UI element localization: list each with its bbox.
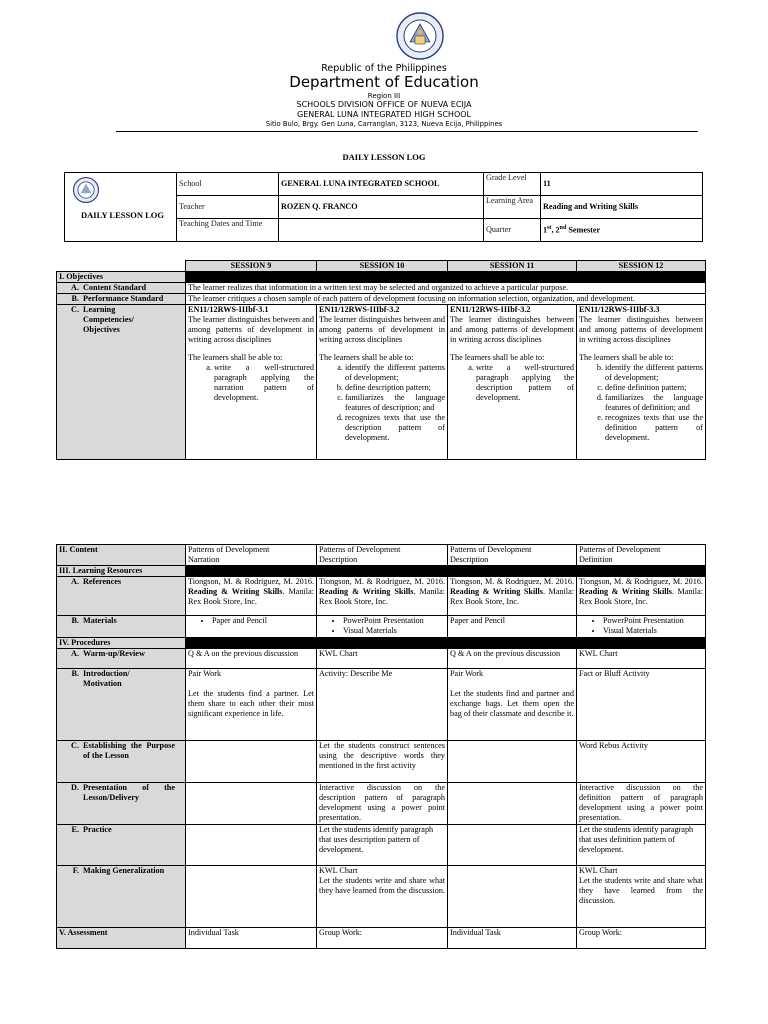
content-standard-label: A. Content Standard — [57, 283, 186, 294]
grade-label: Grade Level — [484, 173, 541, 196]
content-section: II. Content — [57, 545, 186, 566]
content-cell: Patterns of Development Definition — [577, 545, 706, 566]
session-12-header: SESSION 12 — [577, 261, 706, 272]
procedure-cell — [186, 825, 317, 866]
procedure-cell: Let the students identify paragraph that uses definition pattern of development. — [577, 825, 706, 866]
division-line: SCHOOLS DIVISION OFFICE OF NUEVA ECIJA — [296, 100, 472, 109]
assessment-cell: Individual Task — [186, 928, 317, 949]
address-line: Sitio Bulo, Brgy. Gen Luna, Carranglan, 3123, Nueva Ecija, Philippines — [265, 120, 503, 128]
warmup-label: A. Warm-up/Review — [57, 649, 186, 669]
session-10-header: SESSION 10 — [317, 261, 448, 272]
procedures-table — [56, 544, 706, 949]
content-standard-text: The learner realizes that information in a written text may be selected and organized to achieve a particular purpose. — [186, 283, 706, 294]
procedure-cell: Q & A on the previous discussion — [186, 649, 317, 669]
document-title: DAILY LESSON LOG — [342, 152, 426, 162]
content-cell: Patterns of Development Description — [317, 545, 448, 566]
deped-seal-icon — [396, 12, 444, 60]
reference-cell: Tiongson, M. & Rodriguez, M. 2016. Reading & Writing Skills. Manila: Rex Book Store, Inc. — [186, 577, 317, 616]
blank-head-cell — [57, 261, 186, 272]
teacher-label: Teacher — [177, 196, 279, 219]
reference-cell: Tiongson, M. & Rodriguez, M. 2016. Reading & Writing Skills. Manila: Rex Book Store, Inc. — [448, 577, 577, 616]
procedure-cell: Word Rebus Activity — [577, 741, 706, 783]
references-label: A. References — [57, 577, 186, 616]
session-11-header: SESSION 11 — [448, 261, 577, 272]
objectives-table — [56, 260, 706, 460]
practice-label: E. Practice — [57, 825, 186, 866]
procedure-cell — [186, 783, 317, 825]
generalization-label: F. Making Generalization — [57, 866, 186, 928]
session-9-header: SESSION 9 — [186, 261, 317, 272]
section-bar — [186, 638, 706, 649]
competencies-label: C. Learning Competencies/ Objectives — [57, 305, 186, 460]
section-bar — [186, 566, 706, 577]
procedure-cell: Pair Work Let the students find and partner and exchange bags. Let them open the bag of their classmate and describe it. — [448, 669, 577, 741]
section-bar — [186, 272, 706, 283]
presentation-label: D. Presentation of the Lesson/Delivery — [57, 783, 186, 825]
objectives-section: I. Objectives — [57, 272, 186, 283]
procedure-cell: Q & A on the previous discussion — [448, 649, 577, 669]
deped-seal-small-icon — [73, 177, 99, 203]
procedures-section: IV. Procedures — [57, 638, 186, 649]
procedure-cell: KWL Chart Let the students write and share what they have learned from the discussion. — [317, 866, 448, 928]
school-line: GENERAL LUNA INTEGRATED HIGH SCHOOL — [297, 110, 471, 119]
materials-cell: • PowerPoint Presentation • Visual Materials — [577, 616, 706, 638]
assessment-cell: Group Work: — [577, 928, 706, 949]
school-value: GENERAL LUNA INTEGRATED SCHOOL — [279, 173, 484, 196]
learning-area-label: Learning Area — [484, 196, 541, 219]
procedure-cell: KWL Chart Let the students write and share what they have learned from the discussion. — [577, 866, 706, 928]
quarter-label: Quarter — [484, 219, 541, 242]
procedure-cell: Pair Work Let the students find a partner. Let them share to each other their most significant experience in life. — [186, 669, 317, 741]
content-cell: Patterns of Development Narration — [186, 545, 317, 566]
republic-line: Republic of the Philippines — [321, 63, 447, 74]
school-label: School — [177, 173, 279, 196]
assessment-cell: Group Work: — [317, 928, 448, 949]
learning-area-value: Reading and Writing Skills — [541, 196, 703, 219]
materials-cell: • Paper and Pencil — [186, 616, 317, 638]
competency-cell: EN11/12RWS-IIIbf-3.2 The learner distinguishes between and among patterns of development in writing across disciplines The learners shall be able to: a. identify the different patterns of development; b. define description pattern; c. familiarizes the language features of description; and d. recognizes texts that use the description pattern of development. — [317, 305, 448, 460]
procedure-cell: Interactive discussion on the description pattern of paragraph development using a power point presentation. — [317, 783, 448, 825]
procedure-cell — [448, 825, 577, 866]
assessment-section: V. Assessment — [57, 928, 186, 949]
dll-label: DAILY LESSON LOG — [81, 210, 164, 220]
reference-cell: Tiongson, M. & Rodriguez, M. 2016. Reading & Writing Skills. Manila: Rex Book Store, Inc. — [317, 577, 448, 616]
grade-value: 11 — [541, 173, 703, 196]
procedure-cell — [186, 741, 317, 783]
resources-section: III. Learning Resources — [57, 566, 186, 577]
procedure-cell — [186, 866, 317, 928]
materials-cell: • PowerPoint Presentation • Visual Materials — [317, 616, 448, 638]
competency-cell: EN11/12RWS-IIIbf-3.3 The learner distinguishes between and among patterns of development in writing across disciplines The learners shall be able to: b. identify the different patterns of development; c. define definition pattern; d. familiarizes the language features of definition; and e. recognizes texts that use the definition pattern of development. — [577, 305, 706, 460]
performance-standard-text: The learner critiques a chosen sample of each pattern of development focusing on information selection, organization, and development. — [186, 294, 706, 305]
dates-label: Teaching Dates and Time — [177, 219, 279, 242]
procedure-cell — [448, 741, 577, 783]
competency-cell: EN11/12RWS-IIIbf-3.2 The learner distinguishes between and among patterns of development in writing across disciplines The learners shall be able to: a. write a well-structured paragraph applying the description pattern of development. — [448, 305, 577, 460]
procedure-cell — [448, 866, 577, 928]
reference-cell: Tiongson, M. & Rodriguez, M. 2016. Reading & Writing Skills. Manila: Rex Book Store, Inc. — [577, 577, 706, 616]
dll-logo-cell — [65, 173, 177, 242]
procedure-cell: KWL Chart — [577, 649, 706, 669]
introduction-label: B. Introduction/ Motivation — [57, 669, 186, 741]
procedure-cell: Fact or Bluff Activity — [577, 669, 706, 741]
procedure-cell: Activity: Describe Me — [317, 669, 448, 741]
dates-value — [279, 219, 484, 242]
school-info-table — [64, 172, 703, 242]
department-title: Department of Education — [289, 73, 479, 91]
content-cell: Patterns of Development Description — [448, 545, 577, 566]
competency-cell: EN11/12RWS-IIIbf-3.1 The learner distinguishes between and among patterns of development in writing across disciplines The learners shall be able to: a. write a well-structured paragraph applying the narration pattern of development. — [186, 305, 317, 460]
purpose-label: C. Establishing the Purpose of the Lesson — [57, 741, 186, 783]
quarter-value: 1st, 2nd Semester — [541, 219, 703, 242]
procedure-cell: KWL Chart — [317, 649, 448, 669]
materials-cell: Paper and Pencil — [448, 616, 577, 638]
procedure-cell: Let the students identify paragraph that uses description pattern of development. — [317, 825, 448, 866]
region-line: Region III — [367, 92, 401, 100]
materials-label: B. Materials — [57, 616, 186, 638]
letterhead-divider — [116, 131, 698, 132]
performance-standard-label: B. Performance Standard — [57, 294, 186, 305]
teacher-value: ROZEN Q. FRANCO — [279, 196, 484, 219]
procedure-cell: Interactive discussion on the definition pattern of paragraph development using a power point presentation. — [577, 783, 706, 825]
assessment-cell: Individual Task — [448, 928, 577, 949]
procedure-cell — [448, 783, 577, 825]
procedure-cell: Let the students construct sentences using the descriptive words they mentioned in the first activity — [317, 741, 448, 783]
